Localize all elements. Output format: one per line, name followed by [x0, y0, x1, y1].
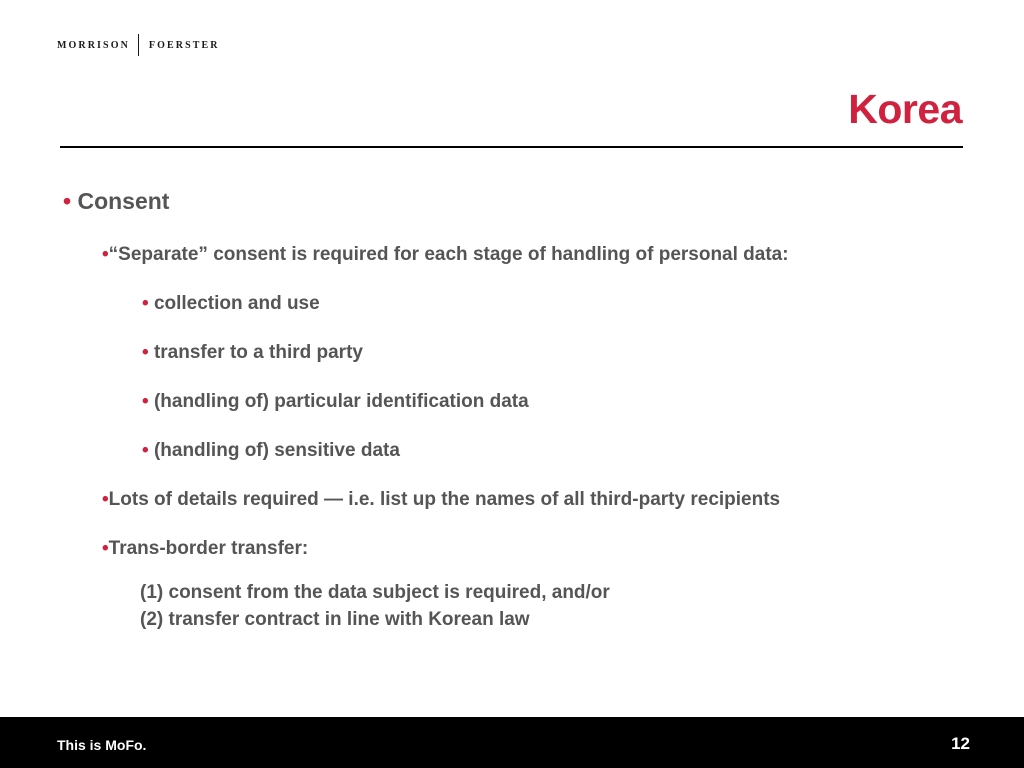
bullet-text: Consent	[77, 188, 170, 214]
page-number: 12	[951, 734, 970, 753]
sub-bullet-sensitive	[142, 440, 400, 462]
bullet-consent	[63, 188, 169, 215]
bullet-dot: •	[102, 489, 109, 510]
bullet-text: Lots of details required — i.e. list up the names of all third-party recipients	[108, 489, 781, 510]
bullet-dot: •	[142, 440, 149, 461]
logo-divider	[138, 34, 139, 56]
bullet-text: “Separate” consent is required for each stage of handling of personal data:	[108, 244, 789, 265]
bullet-dot: •	[142, 391, 149, 412]
bullet-dot: •	[102, 244, 109, 265]
sub-bullet-transfer	[142, 342, 363, 364]
bullet-text: transfer to a third party	[153, 342, 363, 363]
transborder-item-contract: (2) transfer contract in line with Korean law	[140, 609, 530, 630]
logo	[57, 33, 220, 57]
slide-title: Korea	[848, 86, 962, 132]
footer-bar	[0, 717, 1024, 768]
sub-bullet-collection	[142, 293, 320, 315]
bullet-separate-consent	[102, 244, 789, 266]
bullet-text: collection and use	[153, 293, 320, 314]
bullet-details	[102, 489, 780, 511]
bullet-text: Trans-border transfer:	[108, 538, 309, 559]
bullet-dot: •	[142, 342, 149, 363]
logo-right-text: FOERSTER	[148, 39, 220, 51]
sub-bullet-identification	[142, 391, 529, 413]
bullet-transborder	[102, 538, 308, 560]
logo-left-text: MORRISON	[57, 39, 130, 51]
bullet-dot: •	[142, 293, 149, 314]
bullet-text: (handling of) particular identification data	[153, 391, 529, 412]
transborder-item-consent: (1) consent from the data subject is required, and/or	[140, 582, 610, 603]
bullet-dot: •	[63, 188, 72, 214]
bullet-text: (handling of) sensitive data	[153, 440, 400, 461]
title-rule	[60, 146, 963, 148]
footer-tagline: This is MoFo.	[57, 737, 147, 753]
bullet-dot: •	[102, 538, 109, 559]
